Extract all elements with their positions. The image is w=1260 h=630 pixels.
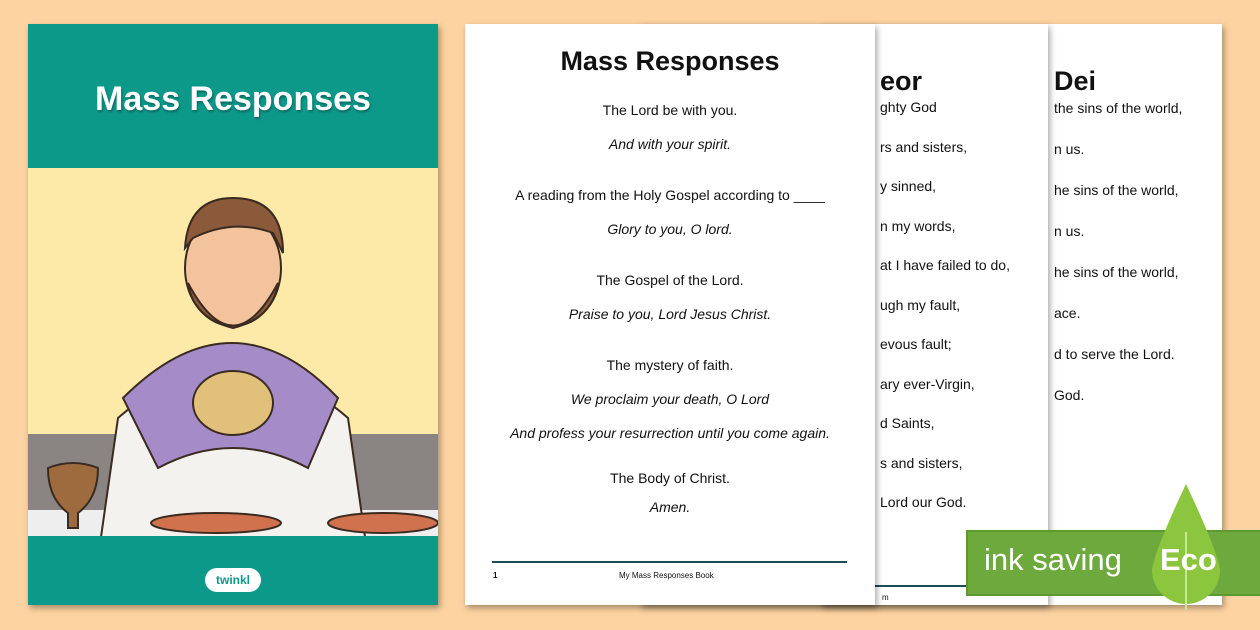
prayer-line: n us. (1054, 223, 1085, 239)
prayer-line: ghty God (880, 99, 937, 115)
prayer-line: rs and sisters, (880, 138, 968, 155)
front-page-mass-responses (465, 24, 875, 605)
cover-page (28, 24, 438, 605)
response-line: Glory to you, O lord. (607, 221, 733, 237)
prayer-line: n us. (1054, 141, 1085, 157)
prayer-line: ace. (1054, 305, 1081, 321)
front-page-title: Mass Responses (560, 46, 780, 76)
response-line: The Gospel of the Lord. (596, 272, 744, 288)
priest-illustration (28, 168, 438, 536)
response-line: Praise to you, Lord Jesus Christ. (568, 306, 772, 322)
prayer-line: s and sisters, (880, 454, 963, 471)
back-page-title: Dei (1054, 66, 1097, 96)
prayer-line: d to serve the Lord. (1054, 346, 1175, 362)
response-line: The Body of Christ. (610, 470, 730, 486)
prayer-line: n my words, (880, 217, 956, 234)
response-line: We proclaim your death, O Lord (570, 391, 770, 407)
front-footer-divider (492, 561, 847, 563)
prayer-line: he sins of the world, (1054, 264, 1179, 280)
prayer-line: ugh my fault, (880, 296, 961, 313)
middle-footer-text: m (882, 593, 889, 602)
response-line: A reading from the Holy Gospel according to ____ (515, 187, 825, 203)
ink-saving-label: ink saving (984, 542, 1122, 577)
response-line: Amen. (649, 499, 691, 515)
cover-title: Mass Responses (95, 80, 371, 118)
prayer-line: the sins of the world, (1054, 100, 1183, 116)
eco-label: Eco (1160, 542, 1217, 577)
middle-page-title: eor (880, 66, 923, 96)
prayer-line: ary ever-Virgin, (880, 375, 975, 392)
response-line: And profess your resurrection until you come again. (510, 425, 830, 441)
prayer-line: y sinned, (880, 178, 937, 194)
twinkl-logo: twinkl (205, 568, 261, 592)
footer-book-title: My Mass Responses Book (619, 571, 714, 580)
prayer-line: Lord our God. (880, 494, 967, 510)
prayer-line: at I have failed to do, (880, 257, 1010, 273)
prayer-line: d Saints, (880, 415, 935, 431)
response-line: And with your spirit. (608, 136, 732, 152)
prayer-line: evous fault; (880, 336, 952, 352)
response-line: The mystery of faith. (606, 357, 734, 373)
prayer-line: he sins of the world, (1054, 182, 1179, 198)
response-line: The Lord be with you. (602, 102, 738, 118)
footer-page-number: 1 (493, 571, 498, 580)
prayer-line: God. (1054, 387, 1085, 403)
